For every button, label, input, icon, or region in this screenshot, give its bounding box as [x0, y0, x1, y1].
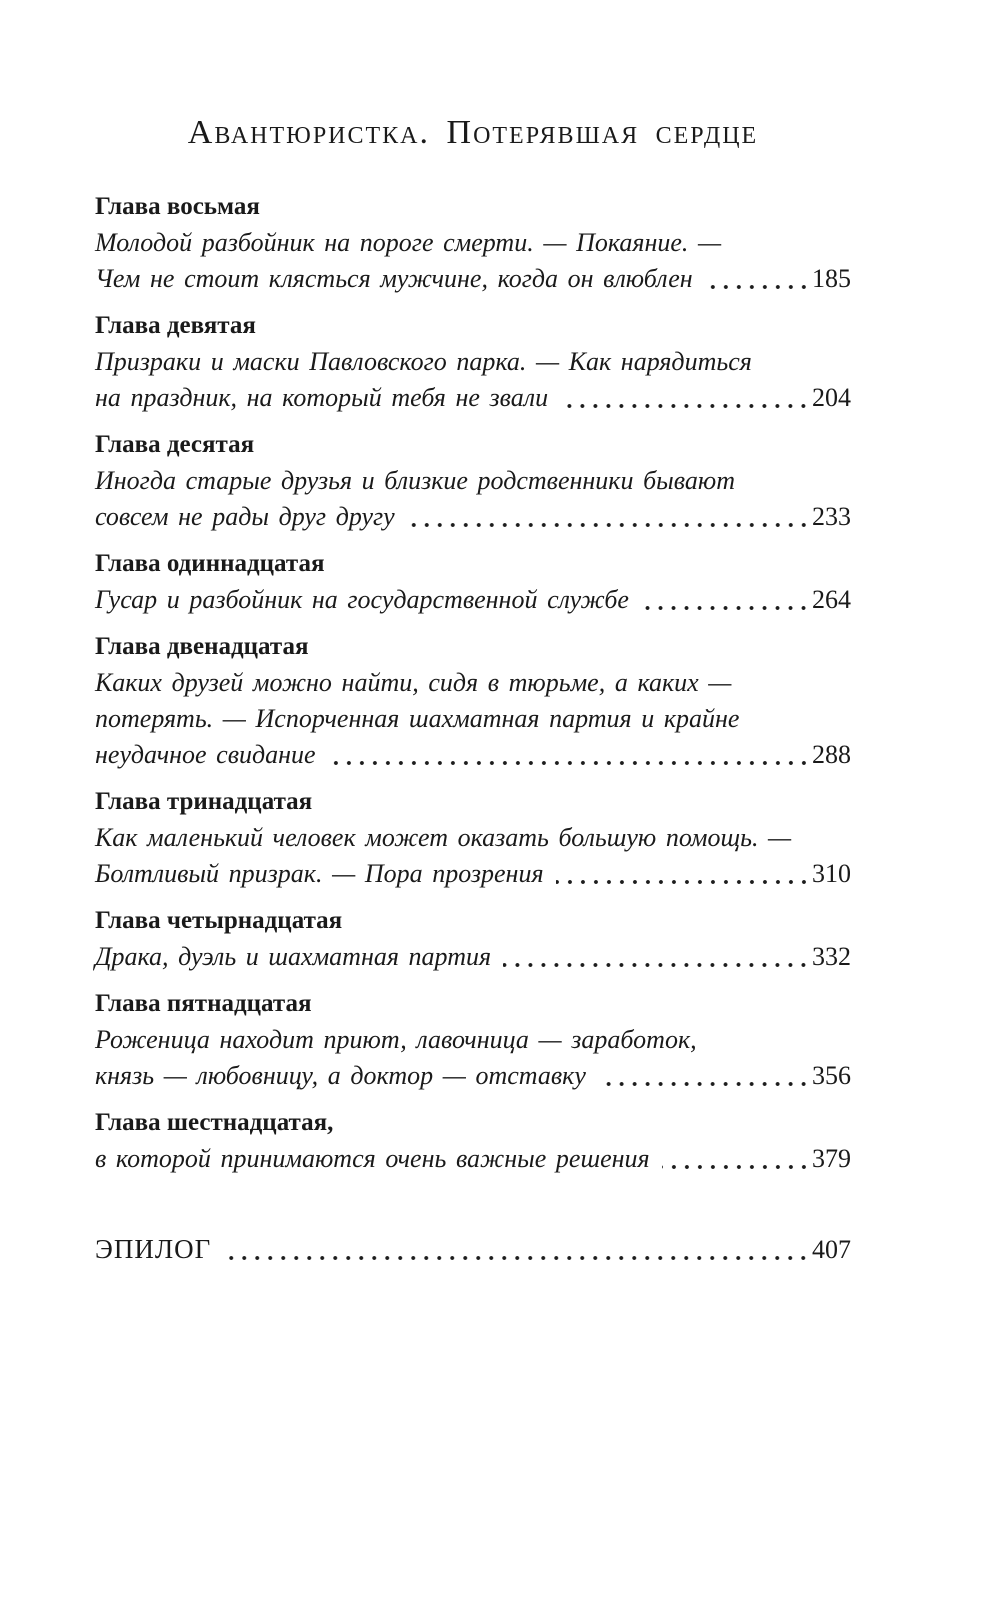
chapter-heading: Глава тринадцатая [95, 788, 313, 815]
page-number: 204 [812, 383, 851, 412]
chapter-subtitle-lastline: в которой принимаются очень важные решения [95, 1144, 650, 1173]
chapter-heading: Глава девятая [95, 312, 256, 339]
chapter-subtitle-lastline: Гусар и разбойник на государственной службе [95, 585, 629, 614]
chapter-subtitle-line: Иногда старые друзья и близкие родственники бывают [95, 466, 735, 495]
page-number: 233 [812, 502, 851, 531]
dot-leader [556, 878, 810, 886]
toc-entry [95, 903, 851, 975]
chapter-subtitle-line: потерять. — Испорченная шахматная партия и крайне [95, 704, 740, 733]
dot-leader [407, 521, 810, 529]
chapter-subtitle-lastline: совсем не рады друг другу [95, 502, 395, 531]
toc-entry [95, 784, 851, 892]
toc-entry-lastline [95, 737, 851, 773]
chapter-subtitle-lastline: Чем не стоит клясться мужчине, когда он влюблен [95, 264, 693, 293]
toc-entry-lastline [95, 1141, 851, 1177]
page-number: 356 [812, 1061, 851, 1090]
dot-leader [560, 402, 810, 410]
toc-entry-lastline [95, 856, 851, 892]
page-number: 185 [812, 264, 851, 293]
toc-entry [95, 629, 851, 773]
chapter-heading: Глава десятая [95, 431, 255, 458]
chapter-heading: Глава шестнадцатая, [95, 1109, 334, 1136]
running-title: Авантюристка. Потерявшая сердце [187, 114, 759, 151]
toc-entry [95, 1231, 851, 1268]
dot-leader [641, 604, 810, 612]
dot-leader [223, 1254, 810, 1262]
toc-entry [95, 1105, 851, 1177]
chapter-subtitle-lastline: неудачное свидание [95, 740, 316, 769]
toc-entry [95, 546, 851, 618]
dot-leader [503, 961, 810, 969]
dot-leader [598, 1080, 810, 1088]
toc-entry-lastline [95, 380, 851, 416]
chapter-heading: Глава двенадцатая [95, 633, 309, 660]
toc-entry-lastline [95, 261, 851, 297]
chapter-subtitle-lastline: на праздник, на который тебя не звали [95, 383, 549, 412]
chapter-subtitle-lastline: князь — любовницу, а доктор — отставку [95, 1061, 586, 1090]
toc-entry-lastline [95, 939, 851, 975]
epilogue-heading: ЭПИЛОГ [95, 1234, 212, 1264]
toc-entry [95, 986, 851, 1094]
dot-leader [328, 759, 810, 767]
toc-entry-lastline [95, 1058, 851, 1094]
toc-entry [95, 189, 851, 297]
toc-entry [95, 308, 851, 416]
chapter-subtitle-lastline: Болтливый призрак. — Пора прозрения [95, 859, 544, 888]
dot-leader [662, 1163, 810, 1171]
chapter-subtitle-line: Призраки и маски Павловского парка. — Как нарядиться [95, 347, 752, 376]
page-number: 310 [812, 859, 851, 888]
chapter-subtitle-line: Молодой разбойник на пороге смерти. — Покаяние. — [95, 228, 722, 257]
toc-entry-lastline [95, 499, 851, 535]
chapter-subtitle-line: Роженица находит приют, лавочница — заработок, [95, 1025, 697, 1054]
toc-entry [95, 427, 851, 535]
chapter-subtitle-line: Каких друзей можно найти, сидя в тюрьме, а каких — [95, 668, 732, 697]
page-number: 288 [812, 740, 851, 769]
chapter-subtitle-line: Как маленький человек может оказать большую помощь. — [95, 823, 792, 852]
page-number: 332 [812, 942, 851, 971]
toc-entry-lastline [95, 582, 851, 618]
dot-leader [705, 283, 810, 291]
page-number: 264 [812, 585, 851, 614]
page-number: 407 [812, 1235, 851, 1264]
chapter-heading: Глава пятнадцатая [95, 990, 312, 1017]
chapter-heading: Глава восьмая [95, 193, 260, 220]
page-number: 379 [812, 1144, 851, 1173]
table-of-contents [95, 189, 851, 1268]
chapter-subtitle-lastline: Драка, дуэль и шахматная партия [95, 942, 492, 971]
chapter-heading: Глава одиннадцатая [95, 550, 325, 577]
chapter-heading: Глава четырнадцатая [95, 907, 343, 934]
toc-entry-lastline [95, 1231, 851, 1268]
